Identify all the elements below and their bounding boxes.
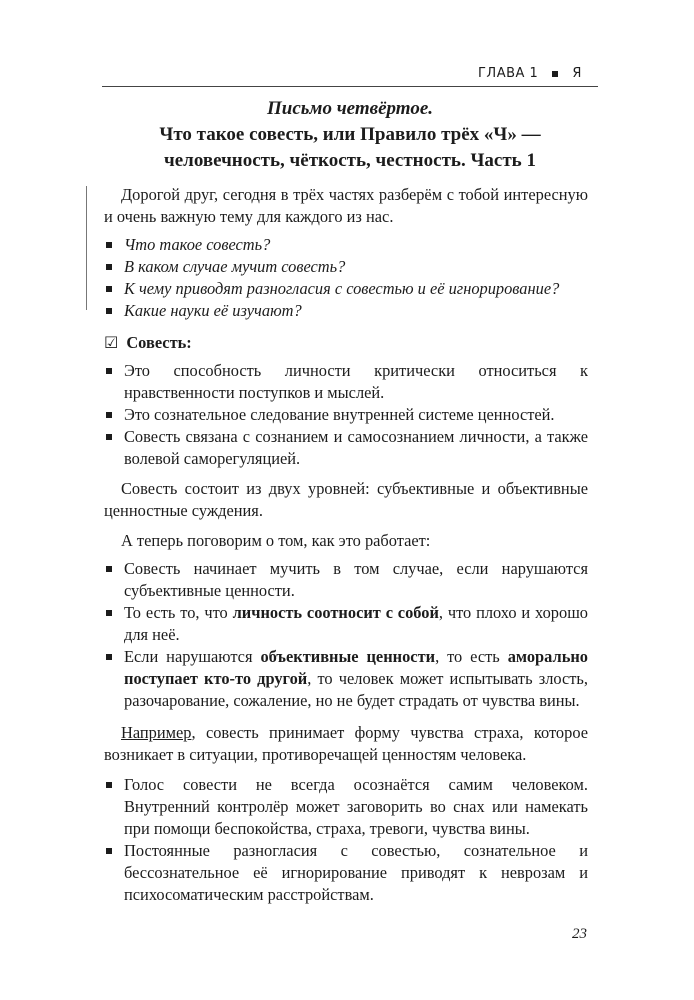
example-underlined: Например [121,723,192,742]
square-separator-icon [552,71,558,77]
square-bullet-icon [106,242,112,248]
title-line-2: Что такое совесть, или Правило трёх «Ч» — [159,124,541,145]
running-header [478,66,598,81]
section-label: Я [572,66,582,81]
list-item: Совесть начинает мучить в том случае, если нарушаются субъективные ценности. [104,558,588,602]
list-item: Это сознательное следование внутренней системе ценностей. [104,404,588,426]
header-rule [102,86,598,87]
list-item: Если нарушаются объективные ценности, то есть аморально поступает кто-то другой, то человек может испытывать злость, разочарование, сожаление, но не будет страдать от чувства вины. [104,646,588,712]
title-line-1: Письмо четвёртое. [266,98,434,119]
square-bullet-icon [106,782,112,788]
list-item: Голос совести не всегда осознаётся самим человеком. Внутренний контролёр может заговорить во снах или намекать при помощи беспокойства, страха, тревоги, чувства вины. [104,774,588,840]
square-bullet-icon [106,434,112,440]
square-bullet-icon [106,566,112,572]
list-item: К чему приводят разногласия с совестью и её игнорирование? [104,278,588,300]
square-bullet-icon [106,610,112,616]
page-number: 23 [572,926,587,942]
final-list [104,774,588,906]
checkbox-checked-icon: ☑ [104,333,119,352]
definition-list [104,360,588,470]
list-item: Постоянные разногласия с совестью, сознательное и бессознательное её игнорирование приводят к неврозам и психосоматическим расстройствам. [104,840,588,906]
list-item: Что такое совесть? [104,234,588,256]
chapter-label: ГЛАВА 1 [478,66,539,81]
questions-list [104,234,588,322]
how-paragraph: А теперь поговорим о том, как это работает: [121,531,431,550]
how-list [104,558,588,712]
list-item: То есть то, что личность соотносит с собой, что плохо и хорошо для неё. [104,602,588,646]
levels-paragraph: Совесть состоит из двух уровней: субъективные и объективные ценностные суждения. [104,479,588,520]
title-line-3: человечность, чёткость, честность. Часть 1 [164,150,536,171]
list-item: Совесть связана с сознанием и самосознанием личности, а также волевой саморегуляцией. [104,426,588,470]
square-bullet-icon [106,654,112,660]
list-item: Какие науки её изучают? [104,300,588,322]
square-bullet-icon [106,264,112,270]
list-item: В каком случае мучит совесть? [104,256,588,278]
square-bullet-icon [106,412,112,418]
definition-heading-text: Совесть: [126,333,192,352]
square-bullet-icon [106,308,112,314]
list-item: Это способность личности критически относиться к нравственности поступков и мыслей. [104,360,588,404]
margin-bar [86,186,87,310]
square-bullet-icon [106,848,112,854]
definition-heading [104,332,588,354]
example-paragraph: Например, совесть принимает форму чувства страха, которое возникает в ситуации, противоречащей ценностям человека. [104,723,588,764]
square-bullet-icon [106,286,112,292]
letter-title [102,96,598,174]
page-body [104,184,588,906]
intro-paragraph: Дорогой друг, сегодня в трёх частях разберём с тобой интересную и очень важную тему для каждого из нас. [104,185,588,226]
square-bullet-icon [106,368,112,374]
